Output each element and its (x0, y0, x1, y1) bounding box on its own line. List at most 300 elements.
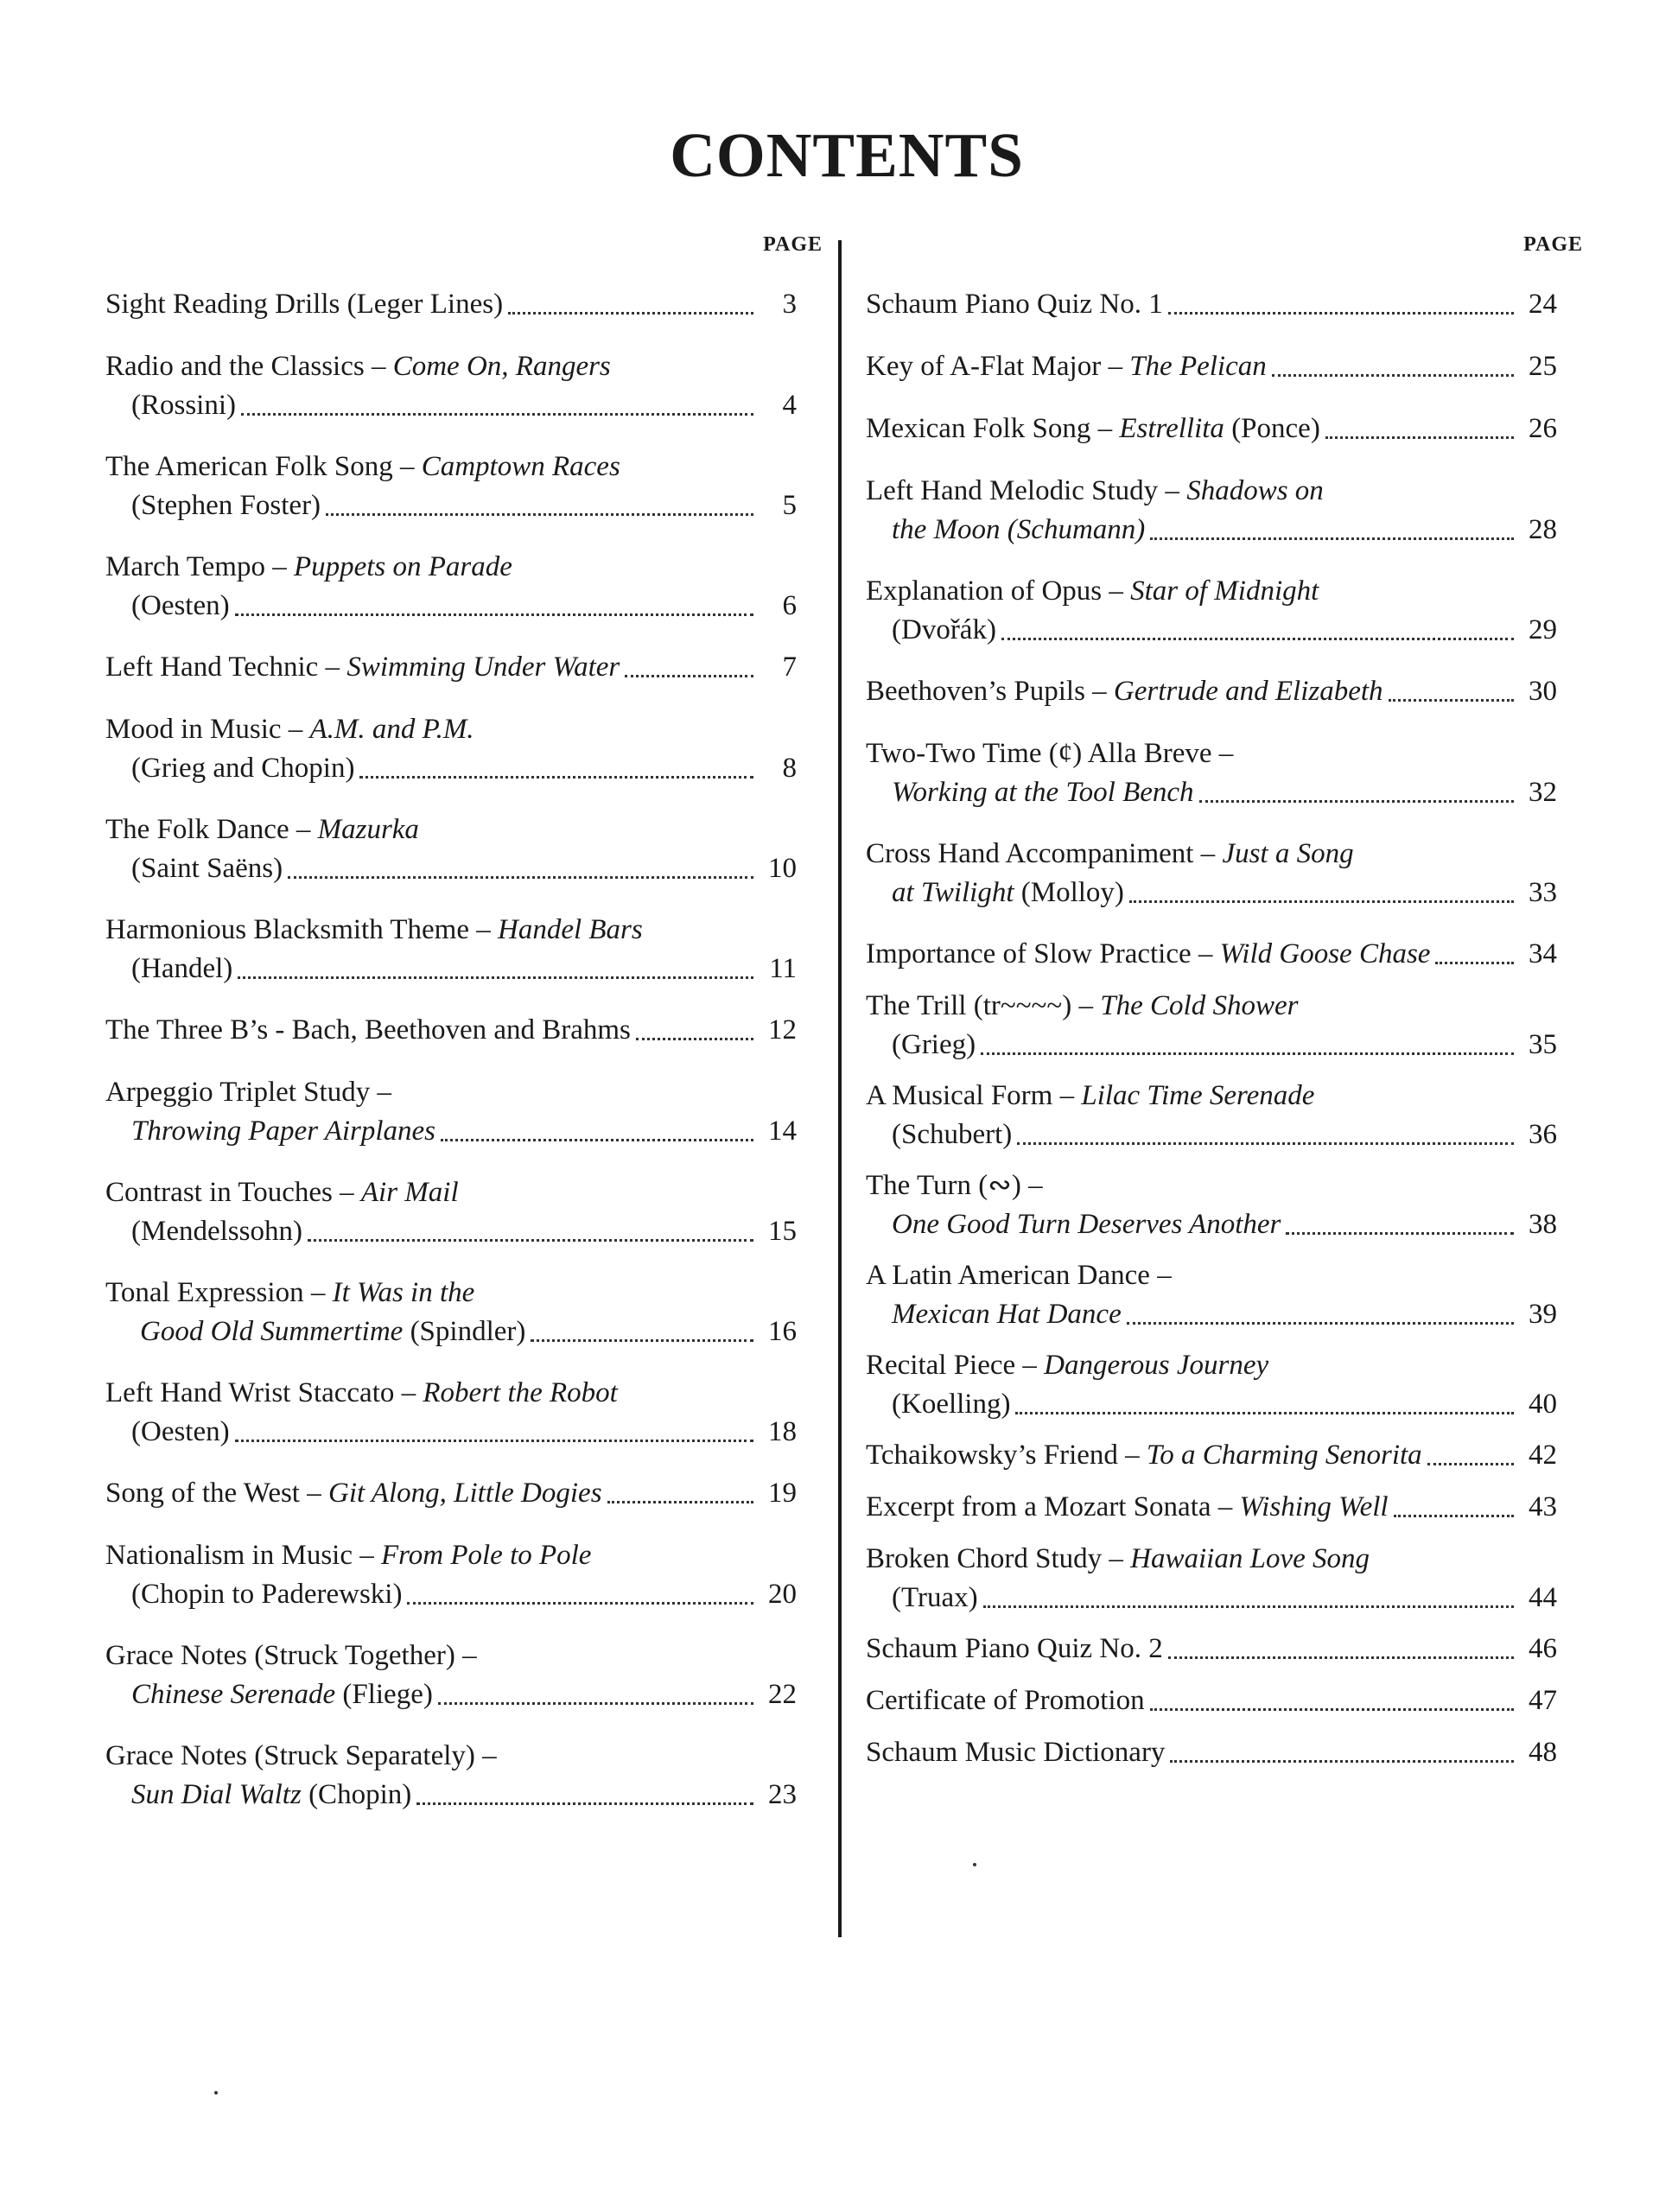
page-title: CONTENTS (670, 120, 1024, 190)
title-italic-text: Lilac Time Serenade (1081, 1080, 1315, 1111)
title-text: Key of A-Flat Major – (866, 351, 1130, 382)
toc-entry-line (105, 749, 797, 788)
toc-entry-title (105, 1011, 631, 1050)
dot-leader (1435, 962, 1514, 964)
toc-entry-line (866, 672, 1557, 711)
toc-entry-line (866, 1488, 1557, 1527)
dot-leader (983, 1605, 1514, 1608)
toc-entry-title (866, 472, 1324, 511)
toc-entry-title (866, 572, 1319, 611)
title-text: Two-Two Time (¢) Alla Breve – (866, 738, 1234, 769)
toc-entry-title (131, 1212, 302, 1251)
toc-entry-line (105, 1313, 797, 1351)
toc-entry (105, 710, 797, 788)
title-text: Contrast in Touches – (105, 1177, 361, 1208)
toc-entry-line (866, 1630, 1557, 1669)
title-text: A Latin American Dance – (866, 1260, 1172, 1291)
toc-entry (105, 285, 797, 324)
title-text: The Turn (∾) – (866, 1170, 1043, 1201)
toc-entry-line (105, 1637, 797, 1675)
toc-entry-title (105, 347, 611, 386)
title-text: Mood in Music – (105, 714, 310, 745)
toc-entry-title (105, 810, 419, 849)
dot-leader (238, 976, 753, 979)
title-text: (Chopin to Paderewski) (131, 1579, 403, 1610)
title-text: (Mendelssohn) (131, 1216, 302, 1247)
dot-leader (441, 1139, 753, 1141)
toc-entry (105, 347, 797, 425)
toc-entry (105, 1011, 797, 1050)
page-number: 33 (1529, 877, 1557, 908)
title-suffix-text: (Fliege) (335, 1679, 433, 1710)
toc-entry-title (105, 1536, 591, 1575)
toc-entry-title (105, 1073, 391, 1112)
toc-entry-title (892, 1579, 978, 1618)
toc-entry-line (105, 1575, 797, 1614)
page-number: 46 (1529, 1633, 1557, 1664)
dot-leader (1427, 1463, 1514, 1465)
toc-entry-title (105, 911, 643, 950)
page-number: 44 (1529, 1582, 1557, 1613)
toc-entry-line (105, 386, 797, 425)
dot-leader (1150, 1708, 1514, 1711)
toc-entry-title (131, 749, 354, 788)
title-text: Radio and the Classics – (105, 351, 393, 382)
title-italic-text: From Pole to Pole (380, 1540, 592, 1571)
title-italic-text: Camptown Races (421, 451, 620, 482)
dot-leader (407, 1602, 753, 1605)
dot-leader (981, 1052, 1514, 1055)
toc-entry-line (866, 1385, 1557, 1424)
toc-entry-line (866, 987, 1557, 1026)
toc-entry-line (105, 1274, 797, 1313)
page-number: 24 (1529, 289, 1557, 320)
toc-entry-title (866, 1681, 1145, 1720)
toc-entry-title (892, 1026, 976, 1065)
toc-entry-title (105, 448, 620, 486)
title-text: The Three B’s - Bach, Beethoven and Brahms (105, 1014, 631, 1046)
title-text: Grace Notes (Struck Together) – (105, 1640, 477, 1671)
toc-entry-title (131, 1776, 411, 1815)
toc-entry-line (105, 587, 797, 626)
toc-entry (105, 1474, 797, 1513)
title-italic-text: Handel Bars (498, 914, 643, 945)
toc-entry (105, 911, 797, 988)
title-text: Song of the West – (105, 1478, 328, 1509)
title-text: (Saint Saëns) (131, 853, 283, 884)
title-italic-text: Star of Midnight (1130, 575, 1319, 607)
dot-leader (438, 1702, 753, 1705)
toc-entry-title (131, 1575, 402, 1614)
toc-entry-line (866, 874, 1557, 912)
toc-entry-line (105, 1413, 797, 1452)
title-italic-text: Estrellita (1119, 413, 1224, 444)
page-number: 15 (768, 1216, 797, 1247)
title-italic-text: One Good Turn Deserves Another (892, 1209, 1281, 1240)
toc-entry-title (105, 548, 512, 587)
dot-leader (636, 1038, 753, 1040)
dot-leader (1127, 1322, 1514, 1325)
toc-entry (866, 285, 1557, 324)
title-italic-text: Git Along, Little Dogies (327, 1478, 602, 1509)
toc-entry-line (105, 1675, 797, 1714)
page-number: 48 (1529, 1737, 1557, 1768)
toc-entry-line (105, 1474, 797, 1513)
toc-entry-title (105, 648, 620, 687)
toc-entry-line (105, 1212, 797, 1251)
toc-entry-title (866, 734, 1233, 773)
dot-leader (326, 513, 753, 516)
dot-leader (1168, 312, 1514, 315)
dot-leader (1129, 900, 1514, 903)
toc-entry-line (105, 1173, 797, 1212)
page-number: 12 (768, 1014, 797, 1046)
toc-entry-title (131, 587, 230, 626)
toc-entry-line (866, 511, 1557, 550)
toc-entry-title (866, 672, 1383, 711)
title-text: Harmonious Blacksmith Theme – (105, 914, 498, 945)
toc-entry-line (105, 448, 797, 486)
title-italic-text: The Cold Shower (1100, 990, 1299, 1021)
title-italic-text: Sun Dial Waltz (131, 1779, 302, 1810)
page-number: 42 (1529, 1440, 1557, 1471)
page-number: 32 (1529, 777, 1557, 808)
toc-entry-line (866, 410, 1557, 448)
toc-entry (866, 987, 1557, 1065)
title-text: Schaum Piano Quiz No. 2 (866, 1633, 1163, 1664)
title-text: Tonal Expression – (105, 1277, 333, 1308)
toc-entry-line (866, 734, 1557, 773)
page-number: 20 (768, 1579, 797, 1610)
toc-entry-title (140, 1313, 525, 1351)
toc-entry (866, 1733, 1557, 1772)
title-italic-text: Chinese Serenade (131, 1679, 336, 1710)
dot-leader (241, 413, 753, 416)
page-number: 23 (768, 1779, 797, 1810)
title-italic-text: Air Mail (360, 1177, 459, 1208)
toc-entry-title (866, 1488, 1389, 1527)
dot-leader (1001, 638, 1514, 640)
page-number: 3 (782, 289, 797, 320)
page-column-heading: PAGE (763, 233, 823, 256)
toc-entry-title (131, 849, 283, 888)
toc-entry (866, 1346, 1557, 1424)
title-italic-text: Wild Goose Chase (1219, 938, 1431, 969)
title-text: (Truax) (892, 1582, 978, 1613)
page-number: 11 (769, 953, 797, 984)
page-number: 38 (1529, 1209, 1557, 1240)
toc-entry-line (105, 648, 797, 687)
toc-entry (866, 835, 1557, 912)
toc-entry-line (866, 611, 1557, 650)
toc-entry (866, 347, 1557, 386)
title-suffix-text: (Ponce) (1224, 413, 1320, 444)
title-italic-text: It Was in the (332, 1277, 475, 1308)
title-text: (Grieg and Chopin) (131, 753, 355, 784)
title-italic-text: The Pelican (1129, 351, 1267, 382)
toc-entry-title (866, 1630, 1163, 1669)
toc-entry-title (892, 874, 1124, 912)
toc-entry (866, 1540, 1557, 1618)
toc-entry (105, 648, 797, 687)
toc-entry-line (866, 1026, 1557, 1065)
toc-entry-title (105, 710, 474, 749)
toc-entry (866, 1436, 1557, 1475)
toc-entry-title (105, 1274, 474, 1313)
title-text: (Stephen Foster) (131, 490, 321, 521)
toc-entry-line (105, 1011, 797, 1050)
page-number: 28 (1529, 514, 1557, 545)
toc-entry-title (866, 987, 1298, 1026)
toc-entry-title (866, 1166, 1043, 1205)
dot-leader (1199, 800, 1514, 803)
toc-entry-line (866, 1346, 1557, 1385)
toc-entry (105, 810, 797, 888)
page-number: 43 (1529, 1491, 1557, 1522)
title-text: Left Hand Melodic Study – (866, 475, 1187, 506)
toc-entry-line (105, 1374, 797, 1413)
toc-entry-line (866, 773, 1557, 812)
toc-entry (866, 572, 1557, 650)
toc-entry-line (866, 1436, 1557, 1475)
dot-leader (1170, 1760, 1514, 1763)
toc-entry (105, 1173, 797, 1251)
toc-entry (105, 548, 797, 626)
toc-entry-title (131, 1413, 230, 1452)
title-italic-text: Shadows on (1186, 475, 1324, 506)
title-text: Importance of Slow Practice – (866, 938, 1220, 969)
dot-leader (1150, 537, 1514, 540)
toc-entry-line (866, 935, 1557, 974)
title-italic-text: To a Charming Senorita (1146, 1440, 1422, 1471)
title-text: Excerpt from a Mozart Sonata – (866, 1491, 1240, 1522)
toc-entry (866, 935, 1557, 974)
toc-entry-line (105, 548, 797, 587)
title-text: (Dvořák) (892, 614, 996, 645)
title-italic-text: Just a Song (1222, 838, 1354, 869)
dot-leader (1286, 1232, 1514, 1235)
dot-leader (416, 1802, 753, 1805)
toc-entry-line (866, 1205, 1557, 1244)
title-italic-text: Wishing Well (1239, 1491, 1389, 1522)
toc-entry-line (105, 950, 797, 988)
page-number: 35 (1529, 1029, 1557, 1060)
toc-entry-title (866, 1077, 1314, 1116)
toc-entry-line (105, 1112, 797, 1151)
toc-entry-title (866, 935, 1430, 974)
dot-leader (531, 1339, 753, 1342)
title-text: Mexican Folk Song – (866, 413, 1120, 444)
title-text: Beethoven’s Pupils – (866, 676, 1114, 707)
toc-entry-title (866, 410, 1320, 448)
toc-entry-title (131, 950, 232, 988)
title-suffix-text: (Chopin) (301, 1779, 412, 1810)
toc-entry-title (105, 1737, 497, 1776)
print-speck (973, 1863, 976, 1866)
title-text: (Oesten) (131, 590, 230, 621)
title-text: Grace Notes (Struck Separately) – (105, 1740, 497, 1771)
toc-entry-title (866, 835, 1354, 874)
dot-leader (235, 613, 753, 616)
toc-entry-title (131, 486, 321, 525)
title-text: Explanation of Opus – (866, 575, 1131, 607)
title-text: Recital Piece – (866, 1350, 1045, 1381)
toc-entry-line (866, 1681, 1557, 1720)
toc-entry-title (892, 1385, 1010, 1424)
page-column-heading: PAGE (1523, 233, 1583, 256)
toc-entry-title (131, 1112, 435, 1151)
dot-leader (288, 876, 753, 879)
toc-entry-title (131, 1675, 433, 1714)
toc-entry-line (105, 1536, 797, 1575)
dot-leader (308, 1239, 753, 1242)
toc-entry-line (866, 1295, 1557, 1334)
toc-entry (866, 734, 1557, 812)
title-text: The Folk Dance – (105, 814, 318, 845)
title-italic-text: Swimming Under Water (346, 652, 620, 683)
title-italic-text: Come On, Rangers (392, 351, 611, 382)
toc-entry-line (105, 1737, 797, 1776)
title-suffix-text: (Spindler) (403, 1316, 526, 1347)
toc-entry-line (866, 1116, 1557, 1154)
page-number: 22 (768, 1679, 797, 1710)
toc-entry (866, 1630, 1557, 1669)
page-number: 29 (1529, 614, 1557, 645)
title-text: Arpeggio Triplet Study – (105, 1077, 391, 1108)
toc-entry-title (866, 1346, 1268, 1385)
dot-leader (508, 312, 753, 315)
title-text: The Trill (tr~~~~) – (866, 990, 1101, 1021)
title-italic-text: Working at the Tool Bench (892, 777, 1194, 808)
title-text: (Rossini) (131, 390, 237, 421)
title-text: March Tempo – (105, 551, 294, 582)
title-text: Nationalism in Music – (105, 1540, 381, 1571)
dot-leader (625, 675, 753, 677)
title-italic-text: Throwing Paper Airplanes (131, 1116, 436, 1147)
page-number: 4 (782, 390, 797, 421)
title-text: Broken Chord Study – (866, 1543, 1131, 1574)
title-text: (Handel) (131, 953, 233, 984)
toc-entry-title (866, 347, 1267, 386)
dot-leader (1272, 374, 1514, 377)
page-number: 39 (1529, 1299, 1557, 1330)
title-text: The American Folk Song – (105, 451, 422, 482)
column-divider (838, 240, 842, 1937)
toc-entry-title (892, 1205, 1281, 1244)
title-text: Left Hand Wrist Staccato – (105, 1377, 423, 1408)
title-text: Tchaikowsky’s Friend – (866, 1440, 1147, 1471)
toc-entry-title (105, 1474, 602, 1513)
toc-entry-title (892, 611, 996, 650)
dot-leader (1325, 436, 1514, 439)
toc-entry-line (866, 472, 1557, 511)
toc-entry-line (105, 1073, 797, 1112)
title-italic-text: the Moon (Schumann) (892, 514, 1146, 545)
dot-leader (235, 1440, 753, 1442)
title-italic-text: Mexican Hat Dance (892, 1299, 1122, 1330)
toc-entry-title (105, 1173, 459, 1212)
toc-entry-line (866, 1166, 1557, 1205)
dot-leader (1389, 699, 1514, 702)
page-number: 6 (782, 590, 797, 621)
page-number: 34 (1529, 938, 1557, 969)
page-number: 8 (782, 753, 797, 784)
page-number: 16 (768, 1316, 797, 1347)
toc-entry (105, 1374, 797, 1452)
page-number: 40 (1529, 1389, 1557, 1420)
toc-entry (105, 448, 797, 525)
toc-entry-title (892, 773, 1194, 812)
title-italic-text: Good Old Summertime (140, 1316, 404, 1347)
title-text: Schaum Piano Quiz No. 1 (866, 289, 1163, 320)
title-text: Certificate of Promotion (866, 1685, 1145, 1716)
toc-entry (105, 1073, 797, 1151)
title-italic-text: Mazurka (317, 814, 419, 845)
title-italic-text: Dangerous Journey (1044, 1350, 1269, 1381)
toc-entry-title (105, 285, 503, 324)
toc-entry (866, 1166, 1557, 1244)
title-text: (Grieg) (892, 1029, 976, 1060)
toc-entry-line (866, 572, 1557, 611)
toc-entry (105, 1737, 797, 1815)
toc-entry-title (105, 1637, 477, 1675)
toc-entry (866, 1256, 1557, 1334)
page-number: 18 (768, 1416, 797, 1447)
toc-entry-title (892, 1295, 1122, 1334)
dot-leader (1394, 1515, 1514, 1517)
toc-entry (866, 1681, 1557, 1720)
title-text: Left Hand Technic – (105, 652, 347, 683)
dot-leader (1168, 1656, 1514, 1659)
title-italic-text: A.M. and P.M. (309, 714, 474, 745)
toc-entry-line (866, 1733, 1557, 1772)
page-number: 26 (1529, 413, 1557, 444)
title-italic-text: Robert the Robot (423, 1377, 618, 1408)
page-number: 36 (1529, 1119, 1557, 1150)
toc-entry-title (866, 1733, 1165, 1772)
toc-entry (866, 472, 1557, 550)
page-number: 14 (768, 1116, 797, 1147)
title-italic-text: at Twilight (892, 877, 1014, 908)
toc-entry (866, 1077, 1557, 1154)
toc-entry-title (866, 1256, 1172, 1295)
toc-entry-line (866, 1077, 1557, 1116)
toc-entry-line (866, 835, 1557, 874)
toc-entry-title (866, 1540, 1370, 1579)
dot-leader (607, 1501, 753, 1503)
title-text: Sight Reading Drills (Leger Lines) (105, 289, 504, 320)
toc-entry-line (866, 1256, 1557, 1295)
toc-entry-line (866, 285, 1557, 324)
toc-entry-line (105, 347, 797, 386)
title-text: (Schubert) (892, 1119, 1013, 1150)
toc-entry-line (105, 911, 797, 950)
title-italic-text: Gertrude and Elizabeth (1113, 676, 1383, 707)
title-text: (Oesten) (131, 1416, 230, 1447)
toc-entry-line (105, 810, 797, 849)
page-number: 10 (768, 853, 797, 884)
toc-entry (105, 1536, 797, 1614)
toc-entry-title (866, 285, 1163, 324)
toc-entry-line (105, 710, 797, 749)
toc-entry-line (866, 347, 1557, 386)
toc-entry-title (131, 386, 236, 425)
page-number: 47 (1529, 1685, 1557, 1716)
toc-entry (105, 1637, 797, 1714)
toc-entry (105, 1274, 797, 1351)
title-text: A Musical Form – (866, 1080, 1082, 1111)
toc-entry-title (105, 1374, 618, 1413)
